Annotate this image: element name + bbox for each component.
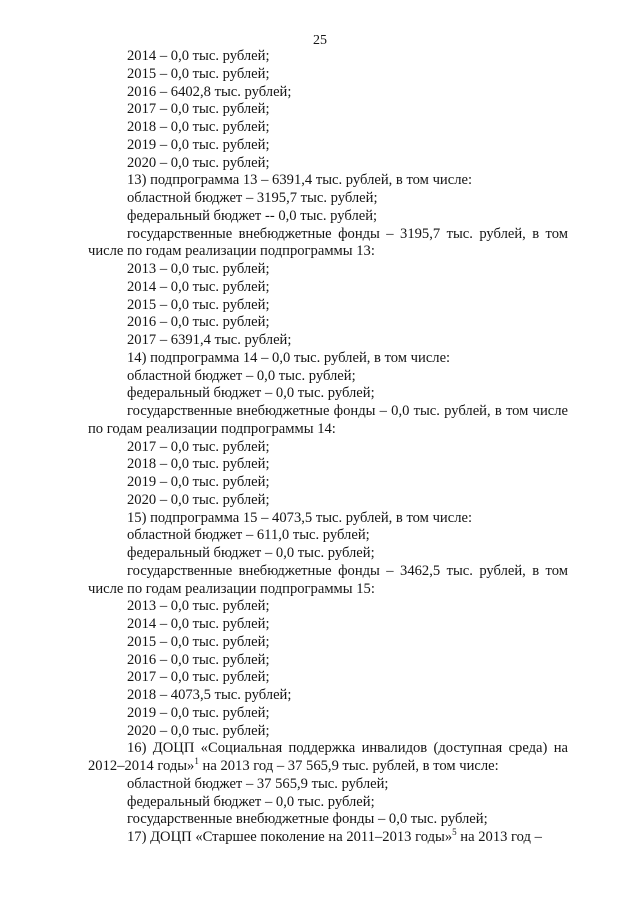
line-text: 17) ДОЦП «Старшее поколение на 2011–2013 годы» xyxy=(127,829,453,845)
text-line: 14) подпрограмма 14 – 0,0 тыс. рублей, в том числе: xyxy=(127,349,451,366)
line-text: на 2013 год – 37 565,9 тыс. рублей, в том числе: xyxy=(198,758,499,774)
text-line: областной бюджет – 611,0 тыс. рублей; xyxy=(127,527,370,544)
text-line: 2014 – 0,0 тыс. рублей; xyxy=(127,278,270,295)
text-line: по годам реализации подпрограммы 14: xyxy=(88,420,336,437)
text-line: государственные внебюджетные фонды – 3462,5 тыс. рублей, в том xyxy=(127,562,568,579)
footnote-marker: 1 xyxy=(194,756,199,766)
text-line: 2018 – 4073,5 тыс. рублей; xyxy=(127,687,292,703)
text-line: 2017 – 0,0 тыс. рублей; xyxy=(127,669,270,686)
text-line: 13) подпрограмма 13 – 6391,4 тыс. рублей, в том числе: xyxy=(127,172,473,189)
line-text: 2012–2014 годы» xyxy=(88,758,195,774)
text-line: 2017 – 0,0 тыс. рублей; xyxy=(127,438,270,455)
text-line: 2020 – 0,0 тыс. рублей; xyxy=(127,722,270,739)
text-line: числе по годам реализации подпрограммы 13: xyxy=(88,243,375,260)
text-line: 2018 – 0,0 тыс. рублей; xyxy=(127,119,270,135)
text-line: 2013 – 0,0 тыс. рублей; xyxy=(127,598,270,615)
footnote-marker: 5 xyxy=(452,827,457,837)
text-line: 2020 – 0,0 тыс. рублей; xyxy=(127,154,270,171)
text-line: 16) ДОЦП «Социальная поддержка инвалидов (доступная среда) на xyxy=(127,740,568,757)
text-line: 2014 – 0,0 тыс. рублей; xyxy=(127,616,270,632)
text-line: федеральный бюджет – 0,0 тыс. рублей; xyxy=(127,545,375,561)
text-line: 2013 – 0,0 тыс. рублей; xyxy=(127,261,270,277)
line-text: на 2013 год – xyxy=(456,829,542,845)
text-line: 15) подпрограмма 15 – 4073,5 тыс. рублей, в том числе: xyxy=(127,509,473,526)
text-line: 2019 – 0,0 тыс. рублей; xyxy=(127,136,270,153)
text-line: 2019 – 0,0 тыс. рублей; xyxy=(127,704,270,721)
text-line: областной бюджет – 0,0 тыс. рублей; xyxy=(127,367,356,384)
text-line: числе по годам реализации подпрограммы 15: xyxy=(88,580,375,597)
text-line: государственные внебюджетные фонды – 0,0 тыс. рублей, в том числе xyxy=(127,403,568,419)
document-body xyxy=(88,48,568,847)
text-line: 2016 – 0,0 тыс. рублей; xyxy=(127,651,270,668)
text-line: 2015 – 0,0 тыс. рублей; xyxy=(127,633,270,650)
text-line: 2016 – 6402,8 тыс. рублей; xyxy=(127,83,292,100)
text-line: 2016 – 0,0 тыс. рублей; xyxy=(127,314,270,331)
text-line: федеральный бюджет -- 0,0 тыс. рублей; xyxy=(127,207,378,224)
text-line: 2020 – 0,0 тыс. рублей; xyxy=(127,491,270,508)
text-line: государственные внебюджетные фонды – 0,0 тыс. рублей; xyxy=(127,811,488,828)
text-line: 2015 – 0,0 тыс. рублей; xyxy=(127,65,270,82)
text-line: 2018 – 0,0 тыс. рублей; xyxy=(127,456,270,473)
text-line: 2017 – 6391,4 тыс. рублей; xyxy=(127,332,292,348)
text-line: государственные внебюджетные фонды – 3195,7 тыс. рублей, в том xyxy=(127,225,568,242)
text-line: федеральный бюджет – 0,0 тыс. рублей; xyxy=(127,793,375,810)
text-line: 2019 – 0,0 тыс. рублей; xyxy=(127,474,270,490)
text-line: областной бюджет – 37 565,9 тыс. рублей; xyxy=(127,775,389,792)
text-line-with-footnote xyxy=(88,758,568,776)
text-line: 2015 – 0,0 тыс. рублей; xyxy=(127,296,270,313)
text-line: 2014 – 0,0 тыс. рублей; xyxy=(127,48,270,64)
page-number: 25 xyxy=(313,33,327,48)
text-line: областной бюджет – 3195,7 тыс. рублей; xyxy=(127,190,378,206)
text-line: федеральный бюджет – 0,0 тыс. рублей; xyxy=(127,385,375,402)
text-line: 2017 – 0,0 тыс. рублей; xyxy=(127,101,270,118)
text-line-with-footnote xyxy=(88,829,568,847)
